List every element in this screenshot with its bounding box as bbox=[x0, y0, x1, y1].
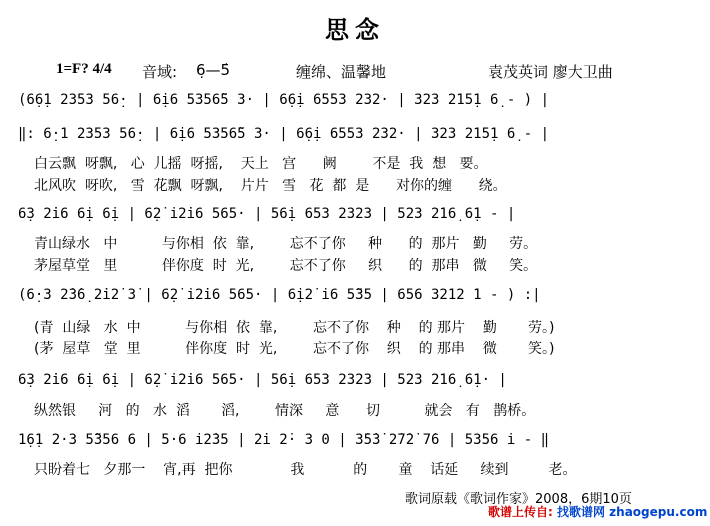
range-value: 6̣—5̇ bbox=[196, 61, 231, 79]
site-name-link[interactable]: 找歌谱网 zhaogepu.com bbox=[557, 505, 708, 519]
expression-marking: 缠绵、温馨地 bbox=[296, 63, 387, 81]
notation-line-3: 6̣3 2̇i6 6̣i 6̣i | 6̣2̇ i2̇i6 565· | 56̣i 653 2323 | 523 216̣ 6̣1 - | bbox=[18, 206, 516, 222]
lyric-line-1: 白云飘 呀飘, 心 儿摇 呀摇, 天上 宫 阙 不是 我 想 要。 bbox=[34, 156, 488, 172]
upload-label: 歌谱上传自: bbox=[488, 505, 553, 519]
lyric-line-3: 青山绿水 中 与你相 依 靠, 忘不了你 种 的 那片 勤 劳。 bbox=[34, 236, 538, 252]
song-title: 思念 bbox=[325, 15, 385, 44]
lyric-line-7: 纵然银 河 的 水 滔 滔, 情深 意 切 就会 有 鹊桥。 bbox=[34, 403, 536, 419]
lyric-line-8: 只盼着七 夕那一 宵,再 把你 我 的 童 话延 续到 老。 bbox=[34, 462, 577, 478]
notation-line-5: 6̣3 2̇i6 6̣i 6̣i | 6̣2̇ i2̇i6 565· | 56̣i 653 2323 | 523 216̣ 6̣1· | bbox=[18, 372, 507, 388]
notation-line-1: (6̣6̣1 2353 56̣· | 6̣i6 5356̃5 3· | 6̣6̣i 6553 232· | 323 215̣1 6̣ - ) | bbox=[18, 92, 550, 108]
upload-watermark bbox=[488, 503, 707, 520]
notation-line-2: ‖: 6̣·1 2353 56̣· | 6̣i6 5356̃5 3· | 6̣6̣i 6553 232· | 323 215̣1 6̣ - | bbox=[18, 126, 550, 142]
lyric-line-6: (茅 屋草 堂 里 伴你度 时 光, 忘不了你 织 的 那串 微 笑。) bbox=[34, 341, 555, 357]
lyric-line-4: 茅屋草堂 里 伴你度 时 光, 忘不了你 织 的 那串 微 笑。 bbox=[34, 258, 538, 274]
source-note: 歌词原载《歌词作家》2008，6期10页 bbox=[405, 492, 632, 507]
range-label: 音域: bbox=[142, 63, 178, 81]
key-signature: 1=F? 4/4 bbox=[56, 61, 112, 77]
credits: 袁茂英词 廖大卫曲 bbox=[488, 63, 613, 81]
lyric-line-5: (青 山绿 水 中 与你相 依 靠, 忘不了你 种 的 那片 勤 劳。) bbox=[34, 320, 555, 336]
notation-line-4: (6̣·3 2̇3̇6̣ 2̇i2̇ 3̇ | 6̣2̇ i2̇i6 565· | 6̣i2̇ i6 5̃35 | 656 3212 1 - ) :| bbox=[18, 287, 541, 303]
lyric-line-2: 北风吹 呀吹, 雪 花飘 呀飘, 片片 雪 花 都 是 对你的缠 绕。 bbox=[34, 178, 507, 194]
notation-line-6: 1̣6̣1 2·3 5̃356 6 | 5·6 i2̇35 | 2̇i 2̇· 3 0 | 3̇5̇3̇ 2̇7̇2̇ 7̇6 | 5356 i̇ - ‖ bbox=[18, 432, 550, 448]
